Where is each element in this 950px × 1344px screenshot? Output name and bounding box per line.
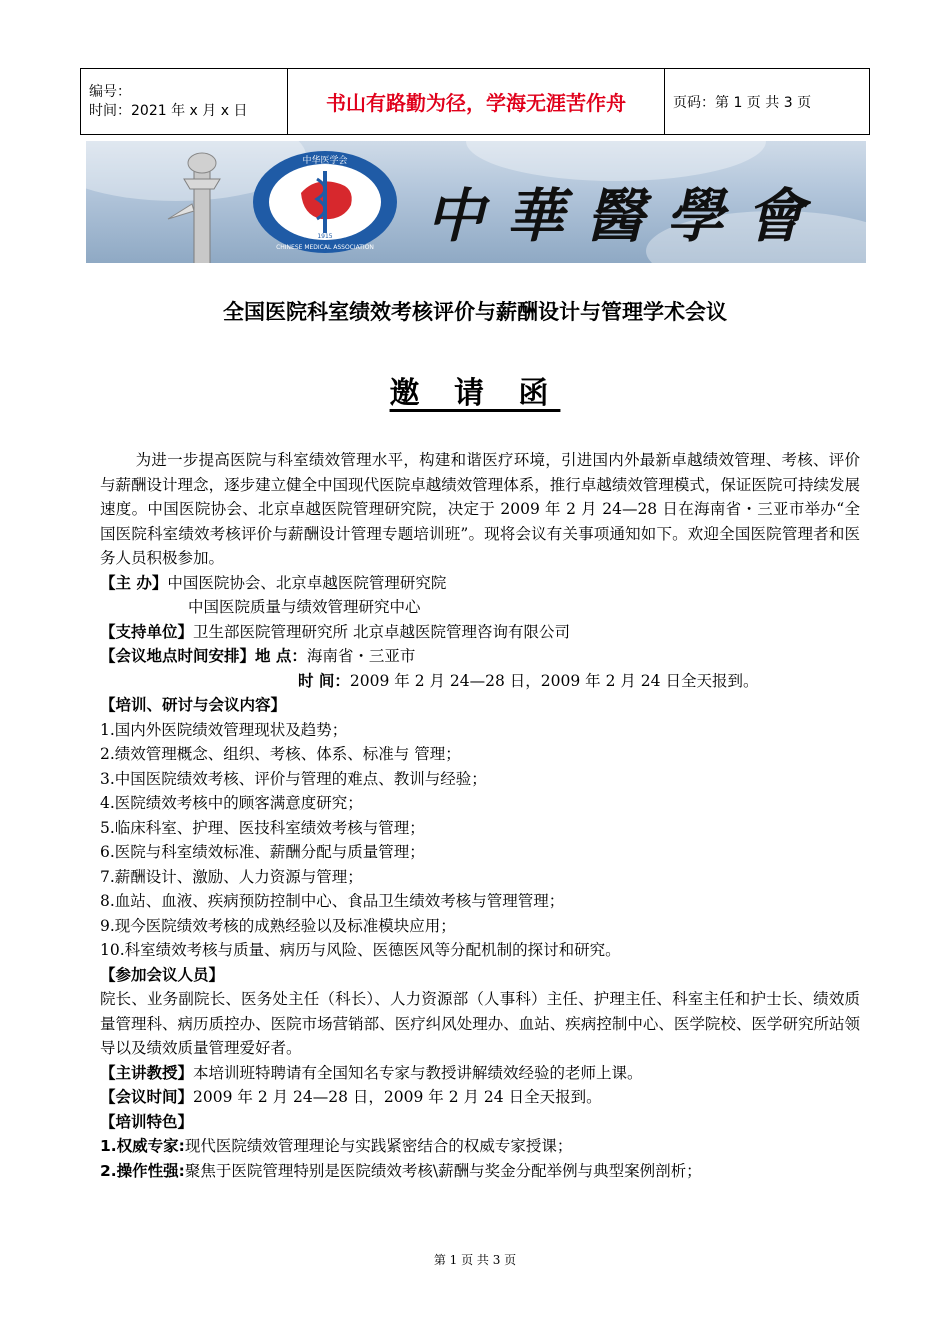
participants-text: 院长、业务副院长、医务处主任（科长）、人力资源部（人事科）主任、护理主任、科室主任和护士长、绩效质量管理科、病历质控办、医院市场营销部、医疗纠风处理办、血站、疾病控制中心、医学院校、医学研究所站领导以及绩效质量管理爱好者。	[100, 990, 860, 1057]
content-item: 1.国内外医院绩效管理现状及趋势；	[100, 720, 348, 739]
content-item: 10.科室绩效考核与质量、病历与风险、医德医风等分配机制的探讨和研究。	[100, 941, 621, 959]
support-text: 卫生部医院管理研究所 北京卓越医院管理咨询有限公司	[193, 622, 570, 641]
document-body	[100, 448, 860, 1183]
content-item: 4.医院绩效考核中的顾客满意度研究；	[100, 794, 363, 812]
host-text-1: 中国医院协会、北京卓越医院管理研究院	[167, 573, 447, 592]
host-line-2: 中国医院质量与绩效管理研究中心	[188, 598, 421, 616]
content-item: 3.中国医院绩效考核、评价与管理的难点、教训与经验；	[100, 769, 487, 788]
motto: 书山有路勤为径，学海无涯苦作舟	[288, 69, 665, 135]
feature-item	[100, 1159, 860, 1184]
venue-line	[100, 644, 860, 669]
feature-text: 现代医院绩效管理理论与实践紧密结合的权威专家授课；	[184, 1137, 573, 1155]
content-item: 2.绩效管理概念、组织、考核、体系、标准与 管理；	[100, 745, 461, 763]
meeting-time-text: 2009 年 2 月 24—28 日，2009 年 2 月 24 日全天报到。	[193, 1088, 602, 1106]
participants-label: 【参加会议人员】	[100, 965, 225, 984]
seal-top-text: 中华医学会	[302, 156, 348, 166]
intro-paragraph: 为进一步提高医院与科室绩效管理水平，构建和谐医疗环境，引进国内外最新卓越绩效管理、考核、评价与薪酬设计理念，逐步建立健全中国现代医院卓越绩效管理体系，推行卓越绩效管理模式，保证医院可持续发展速度。中国医院协会、北京卓越医院管理研究院，决定于 2009 年 2 月 24—28 日在海南省・三亚市举办“全国医院科室绩效考核评价与薪酬设计管理专题培训班”。现将会议有关事项通知如下。欢迎全国医院管理者和医务人员积极参加。	[100, 451, 860, 567]
feature-title: 1.权威专家:	[100, 1137, 185, 1155]
lecturers-text: 本培训班特聘请有全国知名专家与教授讲解绩效经验的老师上课。	[193, 1063, 643, 1082]
huabiao-pillar-image	[166, 149, 236, 263]
support-line	[100, 620, 860, 645]
feature-text: 聚焦于医院管理特别是医院绩效考核\薪酬与奖金分配举例与典型案例剖析；	[184, 1161, 702, 1180]
number-label: 编号：	[89, 83, 131, 100]
features-label: 【培训特色】	[100, 1112, 194, 1131]
calligraphy-title: 中華醫學會	[426, 182, 827, 250]
venue-label: 【会议地点时间安排】	[100, 647, 256, 665]
time-label: 时间：2021 年 x 月 x 日	[89, 102, 248, 119]
content-label: 【培训、研讨与会议内容】	[100, 696, 287, 714]
seal-year: 1915	[317, 233, 333, 240]
venue-time-line	[100, 669, 860, 694]
host-label: 【主 办】	[100, 573, 168, 592]
meeting-time-line	[100, 1085, 860, 1110]
content-item: 8.血站、血液、疾病预防控制中心、食品卫生绩效考核与管理管理；	[100, 892, 565, 910]
venue-time-text: 2009 年 2 月 24—28 日，2009 年 2 月 24 日全天报到。	[349, 671, 759, 690]
support-label: 【支持单位】	[100, 622, 194, 641]
host-line	[100, 571, 860, 596]
conference-title: 全国医院科室绩效考核评价与薪酬设计与管理学术会议	[223, 300, 727, 324]
time-label-venue: 时 间：	[298, 671, 350, 690]
banner	[86, 141, 866, 263]
place-label: 地 点：	[255, 647, 307, 665]
lecturers-label: 【主讲教授】	[100, 1063, 194, 1082]
place-text: 海南省・三亚市	[306, 647, 416, 665]
invitation-heading: 邀 请 函	[389, 376, 561, 411]
content-item: 7.薪酬设计、激励、人力资源与管理；	[100, 867, 363, 886]
header-table	[80, 68, 870, 135]
seal-bottom-text: CHINESE MEDICAL ASSOCIATION	[276, 244, 374, 251]
feature-title: 2.操作性强:	[100, 1161, 185, 1180]
content-item: 6.医院与科室绩效标准、薪酬分配与质量管理；	[100, 843, 425, 861]
cma-seal-logo	[251, 149, 399, 255]
page-info: 页码：第 1 页 共 3 页	[665, 69, 870, 135]
content-item: 5.临床科室、护理、医技科室绩效考核与管理；	[100, 818, 425, 837]
feature-item	[100, 1134, 860, 1159]
content-item: 9.现今医院绩效考核的成熟经验以及标准模块应用；	[100, 916, 456, 935]
page-footer: 第 1 页 共 3 页	[433, 1253, 517, 1267]
lecturers-line	[100, 1061, 860, 1086]
header-meta-cell	[81, 69, 288, 135]
meeting-time-label: 【会议时间】	[100, 1088, 194, 1106]
